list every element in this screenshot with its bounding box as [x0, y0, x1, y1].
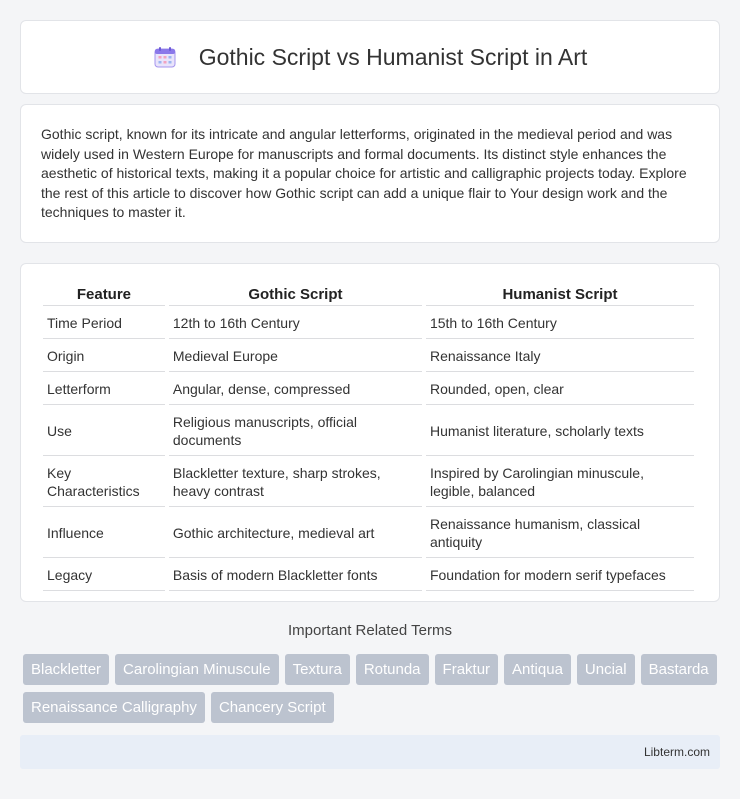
feature-cell: Time Period: [43, 308, 165, 339]
footer-site-link[interactable]: Libterm.com: [643, 745, 710, 759]
comparison-table: [39, 280, 698, 593]
page-title: Gothic Script vs Humanist Script in Art: [198, 43, 588, 70]
humanist-cell: Renaissance Italy: [426, 341, 694, 372]
tag-rotunda[interactable]: Rotunda: [356, 654, 429, 685]
gothic-cell: Basis of modern Blackletter fonts: [169, 560, 422, 591]
tag-carolingian-minuscule[interactable]: Carolingian Minuscule: [115, 654, 279, 685]
gothic-cell: Medieval Europe: [169, 341, 422, 372]
gothic-cell: Religious manuscripts, official documents: [169, 407, 422, 456]
humanist-cell: Renaissance humanism, classical antiquity: [426, 509, 694, 558]
feature-cell: Origin: [43, 341, 165, 372]
table-row: [43, 308, 694, 339]
gothic-cell: Blackletter texture, sharp strokes, heavy contrast: [169, 458, 422, 507]
table-row: [43, 509, 694, 558]
column-header-gothic: Gothic Script: [169, 282, 422, 306]
calendar-icon: [153, 45, 177, 69]
table-row: [43, 341, 694, 372]
related-terms-title: Important Related Terms: [288, 622, 452, 639]
tag-fraktur[interactable]: Fraktur: [435, 654, 499, 685]
header: [153, 44, 588, 71]
feature-cell: Letterform: [43, 374, 165, 405]
feature-cell: Influence: [43, 509, 165, 558]
related-terms-list: [23, 654, 723, 723]
tag-uncial[interactable]: Uncial: [577, 654, 635, 685]
tag-renaissance-calligraphy[interactable]: Renaissance Calligraphy: [23, 692, 205, 723]
gothic-cell: Gothic architecture, medieval art: [169, 509, 422, 558]
feature-cell: Use: [43, 407, 165, 456]
intro-card: [20, 104, 720, 243]
column-header-humanist: Humanist Script: [426, 282, 694, 306]
footer: [20, 735, 720, 769]
comparison-table-card: [20, 263, 720, 602]
table-row: [43, 374, 694, 405]
table-row: [43, 560, 694, 591]
humanist-cell: Inspired by Carolingian minuscule, legible, balanced: [426, 458, 694, 507]
feature-cell: Legacy: [43, 560, 165, 591]
humanist-cell: Humanist literature, scholarly texts: [426, 407, 694, 456]
humanist-cell: Rounded, open, clear: [426, 374, 694, 405]
gothic-cell: 12th to 16th Century: [169, 308, 422, 339]
table-header-row: [43, 282, 694, 306]
humanist-cell: 15th to 16th Century: [426, 308, 694, 339]
column-header-feature: Feature: [43, 282, 165, 306]
table-row: [43, 407, 694, 456]
tag-blackletter[interactable]: Blackletter: [23, 654, 109, 685]
table-row: [43, 458, 694, 507]
tag-textura[interactable]: Textura: [285, 654, 350, 685]
humanist-cell: Foundation for modern serif typefaces: [426, 560, 694, 591]
tag-bastarda[interactable]: Bastarda: [641, 654, 717, 685]
tag-chancery-script[interactable]: Chancery Script: [211, 692, 334, 723]
intro-paragraph: Gothic script, known for its intricate and angular letterforms, originated in the medieval period and was widely used in Western Europe for manuscripts and formal documents. Its distinct style enhances the aesthetic of historical texts, making it a popular choice for artistic and calligraphic projects today. Explore the rest of this article to discover how Gothic script can add a unique flair to Your design work and the techniques to master it.: [41, 126, 687, 221]
feature-cell: Key Characteristics: [43, 458, 165, 507]
gothic-cell: Angular, dense, compressed: [169, 374, 422, 405]
tag-antiqua[interactable]: Antiqua: [504, 654, 571, 685]
header-card: [20, 20, 720, 94]
